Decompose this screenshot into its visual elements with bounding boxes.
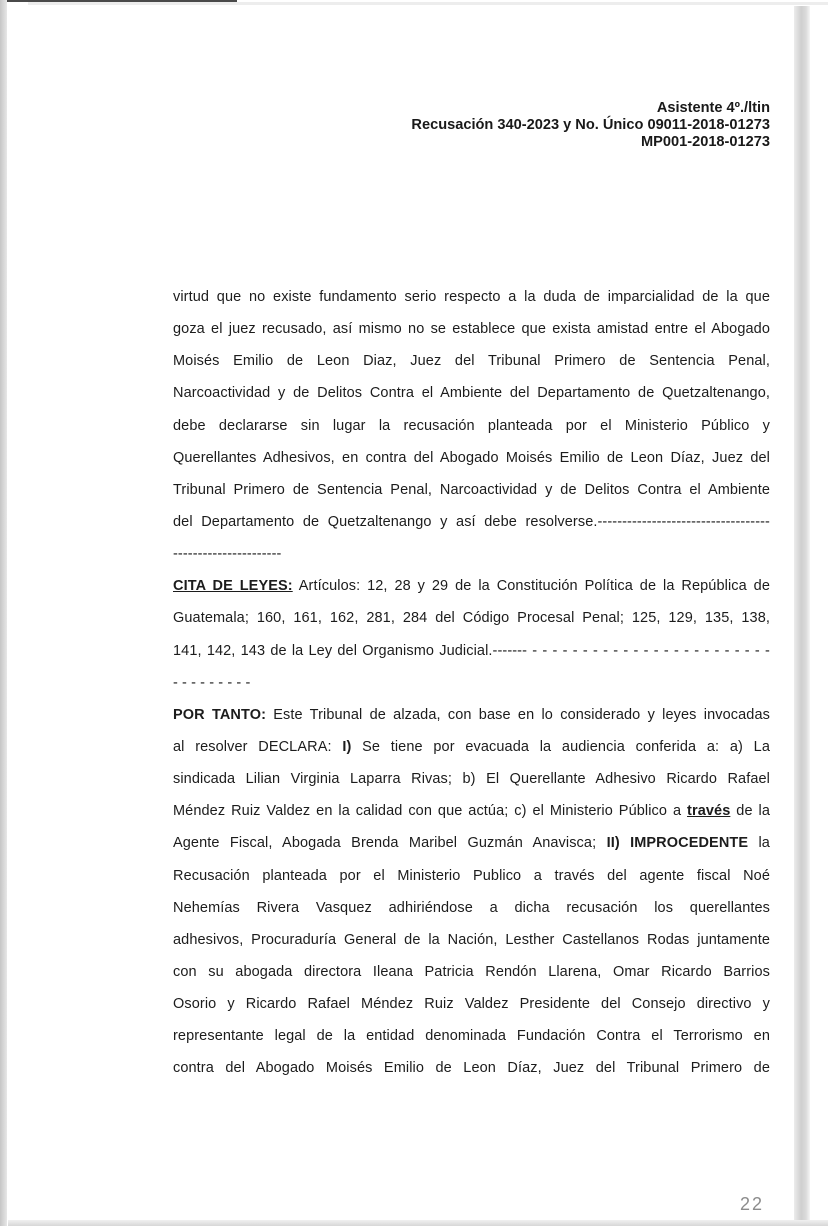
text-segment: Méndez Ruiz Valdez en la calidad con que actúa; c) el Ministerio Público a [173, 803, 688, 820]
numeral-one-segment: I) [342, 738, 352, 755]
document-line: Tribunal Primero de Sentencia Penal, Narcoactividad y de Delitos Contra el Ambiente [173, 481, 770, 498]
text-segment: de la [730, 803, 770, 820]
document-line [173, 699, 770, 731]
document-line: contra del Abogado Moisés Emilio de Leon Díaz, Juez del Tribunal Primero de [173, 1060, 770, 1077]
scan-edge-left [0, 0, 7, 1226]
document-line: con su abogada directora Ileana Patricia Rendón Llarena, Omar Ricardo Barrios [173, 963, 770, 980]
header-assistant-line: Asistente 4º./ltin [656, 100, 770, 116]
document-line: virtud que no existe fundamento serio respecto a la duda de imparcialidad de la que [173, 289, 770, 305]
document-line [173, 731, 770, 763]
document-line: Nehemías Rivera Vasquez adhiriéndose a dicha recusación los querellantes [173, 899, 770, 916]
header-case-number-line: Recusación 340-2023 y No. Único 09011-2018-01273 [411, 116, 770, 133]
document-line-filler-dashes: ---------------------- [173, 546, 282, 563]
document-line: Querellantes Adhesivos, en contra del Abogado Moisés Emilio de Leon Díaz, Juez del [173, 449, 770, 466]
document-body [173, 281, 770, 1085]
document-line: adhesivos, Procuraduría General de la Nación, Lesther Castellanos Rodas juntamente [173, 931, 770, 948]
document-line [173, 827, 770, 859]
document-line: Guatemala; 160, 161, 162, 281, 284 del Código Procesal Penal; 125, 129, 135, 138, [173, 610, 770, 627]
document-header [173, 100, 770, 150]
document-line: debe declararse sin lugar la recusación planteada por el Ministerio Público y [173, 417, 770, 434]
document-line: Recusación planteada por el Ministerio Publico a través del agente fiscal Noé [173, 867, 770, 884]
por-tanto-heading: POR TANTO: [173, 706, 267, 723]
document-line [173, 795, 770, 827]
text-segment: al resolver DECLARA: [173, 738, 343, 755]
traves-emphasis-segment: través [687, 803, 731, 820]
document-line: representante legal de la entidad denominada Fundación Contra el Terrorismo en [173, 1028, 770, 1045]
document-line: Narcoactividad y de Delitos Contra el Ambiente del Departamento de Quetzaltenango, [173, 385, 770, 402]
page-number: 22 [740, 1194, 765, 1214]
text-segment: Artículos: 12, 28 y 29 de la Constitución Política de la República de [292, 578, 770, 595]
document-line [173, 570, 770, 602]
cita-de-leyes-heading: CITA DE LEYES: [173, 578, 293, 595]
document-line: goza el juez recusado, así mismo no se establece que exista amistad entre el Abogado [173, 321, 770, 338]
improcedente-segment: II) IMPROCEDENTE [606, 835, 749, 852]
text-segment: Se tiene por evacuada la audiencia conferida a: a) La [351, 738, 770, 755]
document-line: 141, 142, 143 de la Ley del Organismo Judicial.------- - - - - - - - - - - - - - - - - - - - - - - - - [173, 642, 770, 659]
document-line: Moisés Emilio de Leon Diaz, Juez del Tribunal Primero de Sentencia Penal, [173, 353, 770, 370]
text-segment: Este Tribunal de alzada, con base en lo considerado y leyes invocadas [266, 706, 770, 723]
scan-edge-top-light [28, 2, 828, 5]
document-line: sindicada Lilian Virginia Laparra Rivas; b) El Querellante Adhesivo Ricardo Rafael [173, 771, 770, 788]
document-line: del Departamento de Quetzaltenango y así debe resolverse.----------------------------------- [173, 513, 770, 530]
document-line: Osorio y Ricardo Rafael Méndez Ruiz Valdez Presidente del Consejo directivo y [173, 996, 770, 1013]
scan-edge-bottom [8, 1220, 828, 1226]
text-segment: la [748, 835, 770, 852]
header-mp-number-line: MP001-2018-01273 [640, 133, 770, 150]
text-segment: Agente Fiscal, Abogada Brenda Maribel Guzmán Anavisca; [173, 835, 607, 852]
document-line-filler-dashes: - - - - - - - - - [173, 674, 251, 691]
scan-edge-right [794, 6, 810, 1226]
